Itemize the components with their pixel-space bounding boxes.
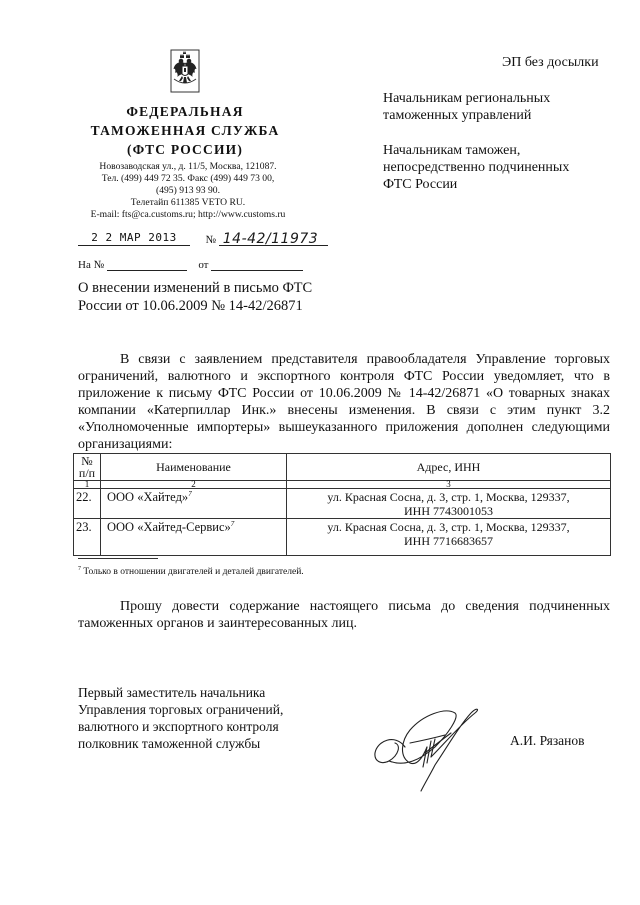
header-number-line1: № xyxy=(81,454,93,468)
header-number xyxy=(74,454,101,481)
column-number-1: 1 xyxy=(74,481,101,489)
org-phones: Тел. (499) 449 72 35. Факс (499) 449 73 00, xyxy=(101,173,275,184)
org-teletype: Телетайп 611385 VETO RU. xyxy=(130,197,246,208)
address-cell xyxy=(287,519,611,556)
paragraph-2-text: Прошу довести содержание настоящего письма до сведения подчиненных таможенных органов и заинтересованных лиц. xyxy=(78,599,610,631)
paragraph-1-text: В связи с заявлением представителя правообладателя Управление торговых ограничений, валютного и экспортного контроля ФТС России уведомляет, что в приложение к письму ФТС России от 10.06.2009 № 14-42/26871 «О товарных знаках компании «Катерпиллар Инк.» внесены изменения. В связи с этим пункт 3.2 «Уполномоченные импортеры» вышеуказанного приложения дополнен следующими организациями: xyxy=(78,352,610,452)
addressee-1-line2: таможенных управлений xyxy=(383,108,532,123)
address-cell xyxy=(287,489,611,519)
position-line4: полковник таможенной службы xyxy=(78,736,261,751)
footnote-mark: 7 xyxy=(230,520,235,528)
handwritten-signature-icon xyxy=(365,695,490,800)
organization-name xyxy=(80,102,290,159)
org-phones-2: (495) 913 93 90. xyxy=(156,185,220,196)
russian-coat-of-arms-icon xyxy=(170,49,200,93)
footnote xyxy=(78,566,304,577)
footnote-number: 7 xyxy=(78,566,81,572)
organization-name-cell xyxy=(101,519,287,556)
letter-subject xyxy=(78,279,358,315)
header-name: Наименование xyxy=(101,454,287,481)
position-line2: Управления торговых ограничений, xyxy=(78,702,284,717)
addressee-2-line2: непосредственно подчиненных xyxy=(383,160,570,175)
footnote-mark: 7 xyxy=(188,490,192,498)
subject-line1: О внесении изменений в письмо ФТС xyxy=(78,280,313,296)
table-header-row xyxy=(74,454,611,481)
footnote-text: Только в отношении двигателей и деталей двигателей. xyxy=(81,567,304,578)
ref-number-field xyxy=(107,256,187,271)
organization-name-text: ООО «Хайтед» xyxy=(107,490,189,505)
date-stamp: 2 2 МАР 2013 xyxy=(91,231,177,244)
addressee-2-line1: Начальникам таможен, xyxy=(383,143,521,158)
position-line3: валютного и экспортного контроля xyxy=(78,719,279,734)
ref-number-label: На № xyxy=(78,259,105,271)
position-line1: Первый заместитель начальника xyxy=(78,685,266,700)
addressee-group-1 xyxy=(383,90,550,124)
column-number-3: 3 xyxy=(287,481,611,489)
org-name-line3: (ФТС РОССИИ) xyxy=(126,142,244,157)
row-number: 23. xyxy=(74,519,101,556)
body-paragraph-1 xyxy=(78,351,610,453)
address-line: ул. Красная Сосна, д. 3, стр. 1, Москва, 129337, xyxy=(327,490,570,504)
importers-table xyxy=(73,453,611,556)
signatory-name: А.И. Рязанов xyxy=(510,733,585,748)
header-number-line2: п/п xyxy=(78,466,96,480)
handwritten-number: 14-42/11973 xyxy=(222,231,319,247)
org-name-line2: ТАМОЖЕННАЯ СЛУЖБА xyxy=(90,123,280,138)
outgoing-number-field xyxy=(219,231,328,246)
registration-line xyxy=(78,231,328,246)
body-paragraph-2 xyxy=(78,598,610,632)
org-email-web: E-mail: fts@ca.customs.ru; http://www.customs.ru xyxy=(90,209,286,220)
table-row xyxy=(74,519,611,556)
row-number: 22. xyxy=(74,489,101,519)
reference-line xyxy=(78,256,303,271)
addressee-2-line3: ФТС России xyxy=(383,177,458,192)
org-name-line1: ФЕДЕРАЛЬНАЯ xyxy=(126,104,244,119)
organization-name-text: ООО «Хайтед-Сервис» xyxy=(107,520,231,535)
subject-line2: России от 10.06.2009 № 14-42/26871 xyxy=(78,298,303,314)
header-address: Адрес, ИНН xyxy=(287,454,611,481)
column-number-2: 2 xyxy=(101,481,287,489)
ref-date-field xyxy=(211,256,303,271)
number-label: № xyxy=(205,234,216,246)
outgoing-date-field xyxy=(78,231,190,246)
table-row xyxy=(74,489,611,519)
address-line: ул. Красная Сосна, д. 3, стр. 1, Москва, 129337, xyxy=(327,520,570,534)
org-address: Новозаводская ул., д. 11/5, Москва, 121087. xyxy=(99,161,277,172)
inn-line: ИНН 7743001053 xyxy=(404,504,493,518)
addressee-1-line1: Начальникам региональных xyxy=(383,91,551,106)
column-number-row xyxy=(74,481,611,489)
delivery-note: ЭП без досылки xyxy=(502,55,599,70)
signatory-position xyxy=(78,684,283,752)
organization-contacts xyxy=(80,161,296,221)
ref-date-label: от xyxy=(198,259,209,271)
footnote-divider xyxy=(78,558,158,559)
organization-name-cell xyxy=(101,489,287,519)
addressee-group-2 xyxy=(383,142,569,193)
inn-line: ИНН 7716683657 xyxy=(404,534,493,548)
